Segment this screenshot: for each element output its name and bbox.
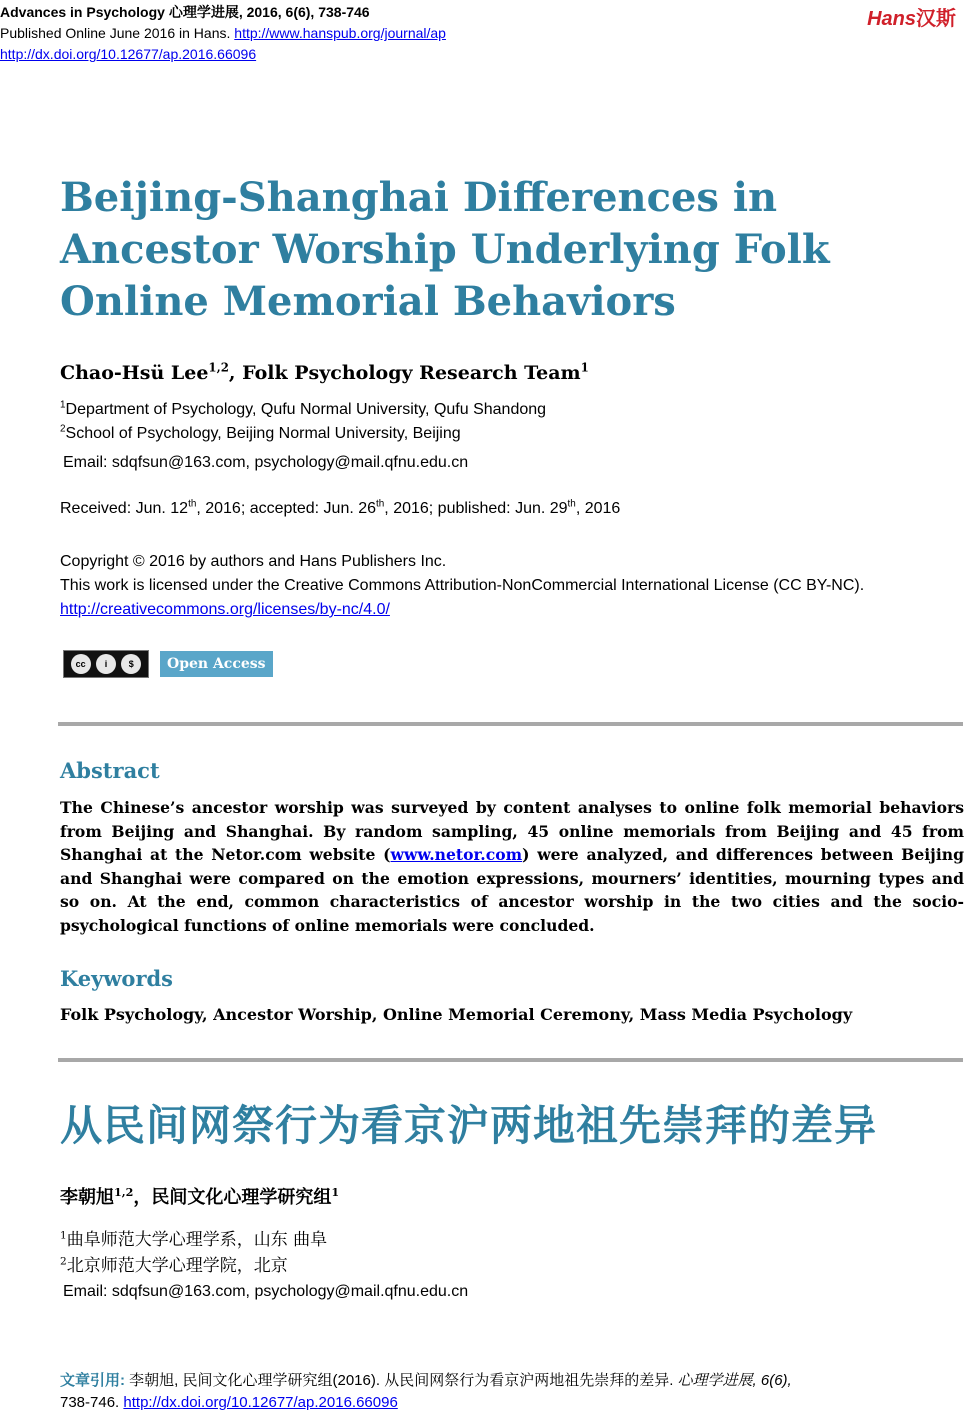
noncommercial-icon: $ [121,654,141,674]
doi-link[interactable]: http://dx.doi.org/10.12677/ap.2016.66096 [0,46,257,62]
chinese-title: 从民间网祭行为看京沪两地祖先崇拜的差异 [60,1101,878,1150]
email-line: Email: sdqfsun@163.com, psychology@mail.qfnu.edu.cn [63,454,469,471]
chinese-affiliation [60,1251,288,1276]
attribution-icon: i [96,654,116,674]
affiliation-number: 2 [60,423,66,435]
author-superscript: 1 [580,360,589,375]
author-name: 民间文化心理学研究组 [151,1187,332,1208]
author-line [60,362,589,384]
ordinal-suffix: th [567,498,576,510]
affiliation [60,422,461,446]
open-access-badge: Open Access [160,651,273,677]
author-name: 李朝旭 [60,1187,114,1208]
author-separator: , [228,362,243,384]
affiliation-number: 1 [60,1229,67,1242]
netor-link[interactable]: www.netor.com [390,845,523,865]
abstract-text [60,796,964,938]
citation-text: 李朝旭, 民间文化心理学研究组(2016). 从民间网祭行为看京沪两地祖先崇拜的差异. [125,1372,678,1389]
citation-pages: 738-746. [60,1394,124,1411]
received-date: Received: Jun. 12 [60,500,189,517]
author-name: Folk Psychology Research Team [242,362,581,384]
author-superscript: 1 [331,1186,340,1199]
license-badges [63,650,273,678]
affiliation-number: 1 [60,399,66,411]
published-line [0,23,446,44]
logo-cn: 汉斯 [916,8,956,30]
keywords-heading: Keywords [60,966,174,991]
citation-label: 文章引用: [60,1372,125,1389]
license-link[interactable]: http://creativecommons.org/licenses/by-nc/4.0/ [60,601,390,618]
citation-block [60,1370,964,1414]
author-superscript: 1,2 [114,1186,134,1199]
paper-title: Beijing-Shanghai Differences in Ancestor Worship Underlying Folk Online Memorial Behaviors [60,174,830,325]
accepted-date: , 2016; accepted: Jun. 26 [196,500,377,517]
abstract-body: The Chinese’s ancestor worship was surveyed by content analyses to online folk memorial behaviors from Beijing and Shanghai. By random sampling, 45 online memorials from Beijing and 45 from Shanghai at the Netor.com website ( [60,798,964,865]
date-tail: , 2016 [575,500,621,517]
journal-link[interactable]: http://www.hanspub.org/journal/ap [234,25,446,41]
copyright-block [60,550,940,622]
affiliation-text: 曲阜师范大学心理学系，山东 曲阜 [66,1230,328,1250]
author-separator: ， [133,1187,152,1208]
cc-icon: cc [71,654,91,674]
affiliation-text: School of Psychology, Beijing Normal University, Beijing [65,425,461,442]
keywords-text: Folk Psychology, Ancestor Worship, Online Memorial Ceremony, Mass Media Psychology [60,1005,853,1024]
cc-by-nc-badge[interactable] [63,650,149,678]
affiliation-text: 北京师范大学心理学院，北京 [66,1256,288,1276]
abstract-heading: Abstract [60,758,160,783]
affiliation-text: Department of Psychology, Qufu Normal University, Qufu Shandong [65,401,547,418]
published-prefix: Published Online June 2016 in Hans. [0,25,231,41]
abstract-body: ) were analyzed, and differences between Beijing and Shanghai were compared on the emotion expressions, mourners’ identities, mourning types and so on. At the end, common characteristics of ancestor worship in the two cities and the socio-psychological functions of online memorials were concluded. [60,845,964,935]
citation-journal: 心理学进展, 6(6), [677,1372,792,1389]
author-name: Chao-Hsü Lee [60,362,209,384]
journal-citation: Advances in Psychology 心理学进展, 2016, 6(6), 738-746 [0,4,370,20]
publication-dates [60,500,620,518]
chinese-affiliation [60,1225,327,1250]
ordinal-suffix: th [376,498,385,510]
author-superscript: 1,2 [208,360,229,375]
license-line: This work is licensed under the Creative Commons Attribution-NonCommercial International License (CC BY-NC). [60,577,865,594]
published-date: , 2016; published: Jun. 29 [384,500,568,517]
affiliation [60,398,546,422]
logo-latin: Hans [867,8,916,30]
chinese-author-line [60,1183,339,1209]
copyright-line: Copyright © 2016 by authors and Hans Publishers Inc. [60,553,447,570]
affiliation-number: 2 [60,1255,67,1268]
chinese-email-line: Email: sdqfsun@163.com, psychology@mail.qfnu.edu.cn [63,1283,469,1300]
journal-header [0,2,446,65]
section-divider [58,722,963,726]
citation-doi-link[interactable]: http://dx.doi.org/10.12677/ap.2016.66096 [123,1394,398,1411]
ordinal-suffix: th [188,498,197,510]
hans-logo [867,2,956,31]
section-divider [58,1058,963,1062]
